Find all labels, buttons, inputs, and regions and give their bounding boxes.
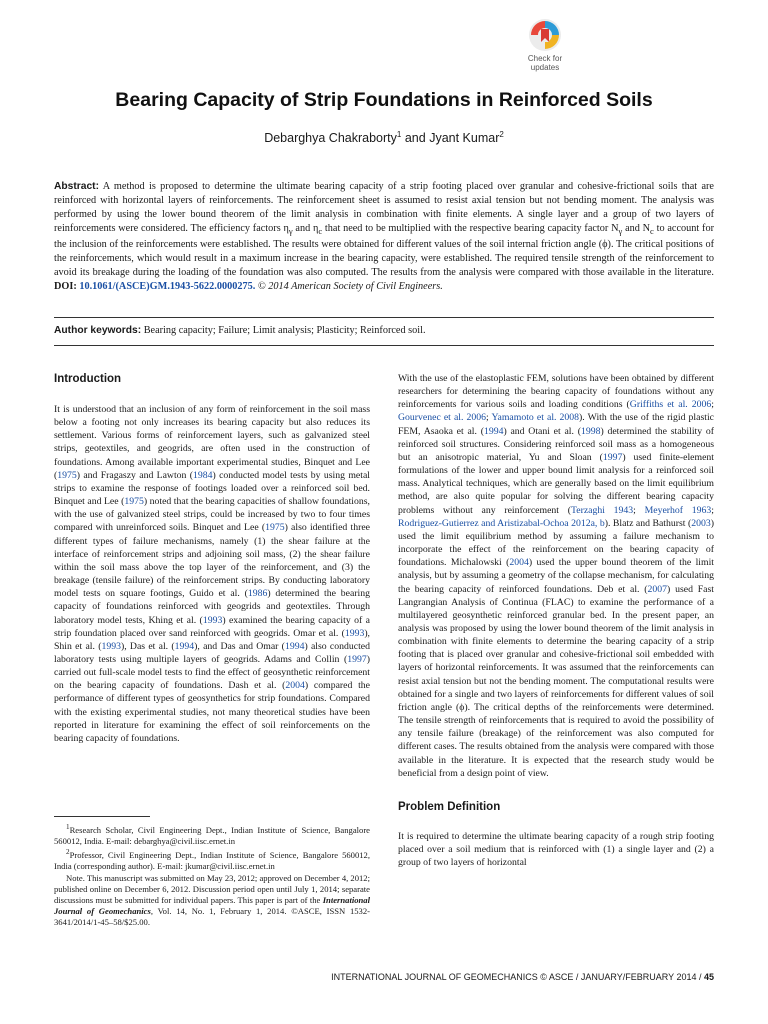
citation-link[interactable]: 2003 — [691, 517, 711, 529]
submission-note — [54, 873, 370, 929]
footnote — [54, 822, 370, 847]
subscript: γ — [288, 226, 293, 237]
check-for-updates-badge[interactable] — [516, 18, 574, 72]
abstract — [54, 180, 714, 294]
section-divider — [54, 345, 714, 346]
abstract-label: Abstract: — [54, 181, 99, 192]
citation-link[interactable]: 1994 — [483, 425, 504, 437]
badge-label — [516, 54, 574, 72]
citation-link[interactable]: Rodriguez-Gutierrez and Aristizabal-Ochoa 2012a, b — [398, 517, 605, 529]
paragraph-text: ) also conducted laboratory tests using multiple layers of geogrids. Adams and Collin ( — [54, 640, 370, 665]
paragraph-text: ) carried out full-scale model tests to find the effect of geosynthetic reinforcement on the bearing capacity of foundations. Dash et al. ( — [54, 653, 370, 692]
paragraph-text: ) used Fast Langrangian Analysis of Continua (FLAC) to examine the performance of a multilayered geosynthetic reinforced granular bed. In the present paper, an analysis was proposed by using the lower bound theorem of the limit analysis in combination with finite elements to determine the bearing capacity of a strip footing that is placed over granular and cohesive-frictional soil embedded with layers of horizontal reinforcements. It was assumed that the reinforcements can resist axial tension but not the bending moment. The computational results were obtained for a single and two layers of reinforcements for different values of soil friction angle (ϕ). The critical depths of the reinforcements were determined. The tensile strength of reinforcements that is required to avoid the possibility of any tensile failure (breakage) of the reinforcement was also computed for different cases. The results obtained from the analysis were compared with those available in the literature. It is expected that the research study would be beneficial from a design point of view. — [398, 583, 714, 779]
subscript: γ — [618, 226, 623, 237]
citation-link[interactable]: 1998 — [580, 425, 601, 437]
separator: ; — [633, 504, 645, 516]
paragraph-text: ), Shin et al. ( — [54, 627, 370, 652]
paragraph-text: ), Das et al. ( — [120, 640, 175, 652]
page-footer — [54, 971, 714, 983]
paragraph-text: With the use of the elastoplastic FEM, solutions have been obtained by different researchers for determining the bearing capacity of foundations without any reinforcements for various soils and loading conditions ( — [398, 373, 714, 411]
footnote — [54, 847, 370, 872]
abstract-text: that need to be multiplied with the respective bearing capacity factor N — [322, 223, 619, 234]
citation-link[interactable]: 2004 — [285, 680, 305, 692]
right-column — [398, 372, 714, 869]
separator: ; — [486, 412, 492, 424]
footnote-divider — [54, 816, 150, 817]
citation-link[interactable]: 1994 — [284, 640, 305, 652]
author-name: Debarghya Chakraborty — [264, 131, 397, 146]
citation-link[interactable]: Meyerhof 1963 — [644, 504, 712, 516]
section-heading-problem-definition: Problem Definition — [398, 800, 501, 813]
citation-link[interactable]: 1993 — [344, 627, 365, 639]
paragraph-text: ) also identified three different types of failure mechanisms, namely (1) the shear failure at the interface of reinforcement strips and adjoining soil mass, (2) the shear failure within the soil mass above the top layer of the reinforcement, and (3) the breakage (tensile failure) of the reinforcement strips. By conducting laboratory model tests on square footings, Guido et al. ( — [54, 522, 370, 600]
citation-link[interactable]: 1997 — [347, 653, 367, 665]
keywords-label: Author keywords: — [54, 325, 142, 336]
citation-link[interactable]: 1975 — [265, 522, 285, 534]
paragraph-text: ) examined the bearing capacity of a strip foundation placed over sand reinforced with geogrids. Omar et al. ( — [54, 614, 370, 639]
citation-link[interactable]: 1975 — [124, 496, 144, 508]
citation-link[interactable]: 1986 — [247, 588, 268, 600]
paragraph — [398, 830, 714, 869]
author-name: Jyant Kumar — [429, 131, 500, 146]
footnote-text: Note. This manuscript was submitted on May 23, 2012; approved on December 4, 2012; published online on December 6, 2012. Discussion period open until July 1, 2014; separate discussions must be submitted for individual papers. This paper is part of the — [54, 872, 370, 905]
journal-name: International Journal of Geomechanics — [54, 894, 370, 917]
footnotes — [54, 822, 370, 929]
paragraph-text: ) determined the bearing capacity of foundations reinforced with geogrids and geotextiles. Through laboratory model tests, Khing et al. ( — [54, 588, 370, 626]
crossmark-icon — [528, 18, 562, 52]
footer-journal: INTERNATIONAL JOURNAL OF GEOMECHANICS © ASCE / JANUARY/FEBRUARY 2014 / — [331, 972, 704, 982]
citation-link[interactable]: 2004 — [509, 557, 529, 569]
badge-line-1: Check for — [527, 54, 563, 63]
abstract-text: and N — [622, 223, 651, 234]
citation-link[interactable]: Gourvenec et al. 2006 — [398, 412, 487, 424]
separator: ; — [711, 399, 714, 411]
subscript: c — [318, 226, 323, 237]
author-list — [40, 127, 728, 146]
footnote-marker: 1 — [66, 823, 70, 831]
subscript: c — [650, 226, 654, 237]
citation-link[interactable]: 1993 — [101, 640, 121, 652]
citation-link[interactable]: 1994 — [174, 640, 195, 652]
citation-link[interactable]: 1993 — [202, 614, 223, 626]
section-divider — [54, 317, 714, 318]
citation-link[interactable]: 2007 — [647, 583, 668, 595]
paragraph-text: ) compared the performance of different types of geosynthetics for strip foundations. Compared with the existing experimental studies, not many theoretical studies have been reported in literature for examining the effect of soil reinforcements on the bearing capacity of foundations. — [54, 680, 370, 744]
footnote-text: , Vol. 14, No. 1, February 1, 2014. ©ASCE, ISSN 1532-3641/2014/1-45–58/$25.00. — [54, 906, 371, 928]
paragraph-text: ). With the use of the rigid plastic FEM, Asaoka et al. ( — [398, 412, 715, 437]
section-heading-introduction: Introduction — [54, 373, 122, 385]
author-keywords — [54, 324, 714, 338]
author-conjunction: and — [404, 131, 426, 146]
affiliation-marker: 1 — [396, 130, 402, 139]
paragraph-text: ) conducted model tests by using metal strips to examine the response of footings loaded over a reinforced soil bed. Binquet and Lee ( — [54, 469, 370, 508]
abstract-text: A method is proposed to determine the ultimate bearing capacity of a strip footing placed over granular and cohesive-frictional soils that are reinforced with horizontal layers of reinforcements. The reinforcement sheet is assumed to resist axial tension but not bending moment. The analysis was performed by using the lower bound theorem of the limit analysis in combination with finite elements. A single layer and a group of two layers of reinforcements were considered. The efficiency factors η — [54, 181, 714, 234]
abstract-text: to account for the inclusion of the reinforcements were established. The results were obtained for different values of the soil internal friction angle (ϕ). The critical positions of the reinforcements, which would result in a maximum increase in the bearing capacity, were established. The required tensile strength of the reinforcement to avoid its breakage during the loading of the foundation was also computed. The results from the analysis were compared with those available in the literature. — [54, 223, 714, 279]
footnote-text: Professor, Civil Engineering Dept., Indian Institute of Science, Bangalore 560012, India (corresponding author). E-mail: jkumar@civil.iisc.ernet.in — [54, 850, 370, 872]
footnote-text: Research Scholar, Civil Engineering Dept., Indian Institute of Science, Bangalore 560012, India. E-mail: debarghya@civil.iisc.ernet.in — [54, 824, 370, 847]
paragraph-text: It is required to determine the ultimate bearing capacity of a rough strip footing placed over a soil medium that is reinforced with (1) a single layer and (2) a group of two layers of horizontal — [398, 830, 714, 869]
paragraph-text: ) used the limit equilibrium method by assuming a failure mechanism to incorporate the effect of the reinforcement on the bearing capacity of foundations. Michalowski ( — [398, 517, 714, 569]
paragraph-text: ) determined the stability of reinforced soil structures. Considering reinforced soil mass as a homogeneous but an anisotropic material, Yu and Sloan ( — [398, 425, 715, 463]
paragraph-text: ) used the upper bound theorem of the limit analysis, but by assuming a geometry of the collapse mechanism, for calculating the bearing capacity of reinforced foundations. Deb et al. ( — [398, 557, 714, 595]
paragraph-text: ), and Das and Omar ( — [194, 640, 285, 652]
citation-link[interactable]: Terzaghi 1943 — [570, 504, 634, 516]
paper-title: Bearing Capacity of Strip Foundations in Reinforced Soils — [115, 89, 653, 111]
page-number: 45 — [703, 972, 714, 982]
citation-link[interactable]: Griffiths et al. 2006 — [629, 399, 712, 411]
doi-link[interactable]: 10.1061/(ASCE)GM.1943-5622.0000275. — [79, 281, 256, 293]
citation-link[interactable]: 1984 — [193, 469, 213, 481]
paragraph-text: ) and Otani et al. ( — [503, 425, 581, 437]
citation-link[interactable]: 1997 — [602, 451, 623, 463]
citation-link[interactable]: Yamamoto et al. 2008 — [491, 412, 580, 424]
footnote-marker: 2 — [66, 848, 70, 857]
keywords-text: Bearing capacity; Failure; Limit analysis; Plasticity; Reinforced soil. — [143, 325, 426, 336]
abstract-text: and η — [292, 223, 319, 234]
citation-link[interactable]: 1975 — [57, 469, 77, 481]
paragraph-text: ). Blatz and Bathurst ( — [604, 517, 692, 529]
paragraph — [54, 403, 370, 745]
paragraph — [398, 372, 714, 780]
left-column — [54, 372, 370, 745]
paragraph-text: ) used finite-element formulations of the lower and upper bound limit analysis for a reinforced soil mass. Analytical techniques, which are generally based on the limit equilibrium method, are also quite popular for solving the different bearing capacity problems without any reinforcement ( — [398, 451, 714, 516]
paragraph-text: ) noted that the bearing capacities of shallow foundations, with the use of galvanized steel strips, could be increased by two to four times compared with unreinforced soils. Binquet and Lee ( — [54, 496, 370, 534]
affiliation-marker: 2 — [499, 130, 504, 139]
doi-label: DOI: — [54, 281, 77, 293]
separator: ; — [711, 504, 714, 516]
paragraph-text: It is understood that an inclusion of any form of reinforcement in the soil mass below a footing not only increases its bearing capacity but also reduces its settlement. Various forms of reinforcement layers, such as galvanized steel strips, geotextiles, and geogrids, are often used in the construction of foundations. Among available important experimental studies, Binquet and Lee ( — [54, 404, 370, 481]
badge-line-2: updates — [530, 63, 560, 72]
copyright-notice: © 2014 American Society of Civil Engineers. — [257, 281, 443, 293]
paragraph-text: ) and Fragaszy and Lawton ( — [76, 469, 193, 481]
